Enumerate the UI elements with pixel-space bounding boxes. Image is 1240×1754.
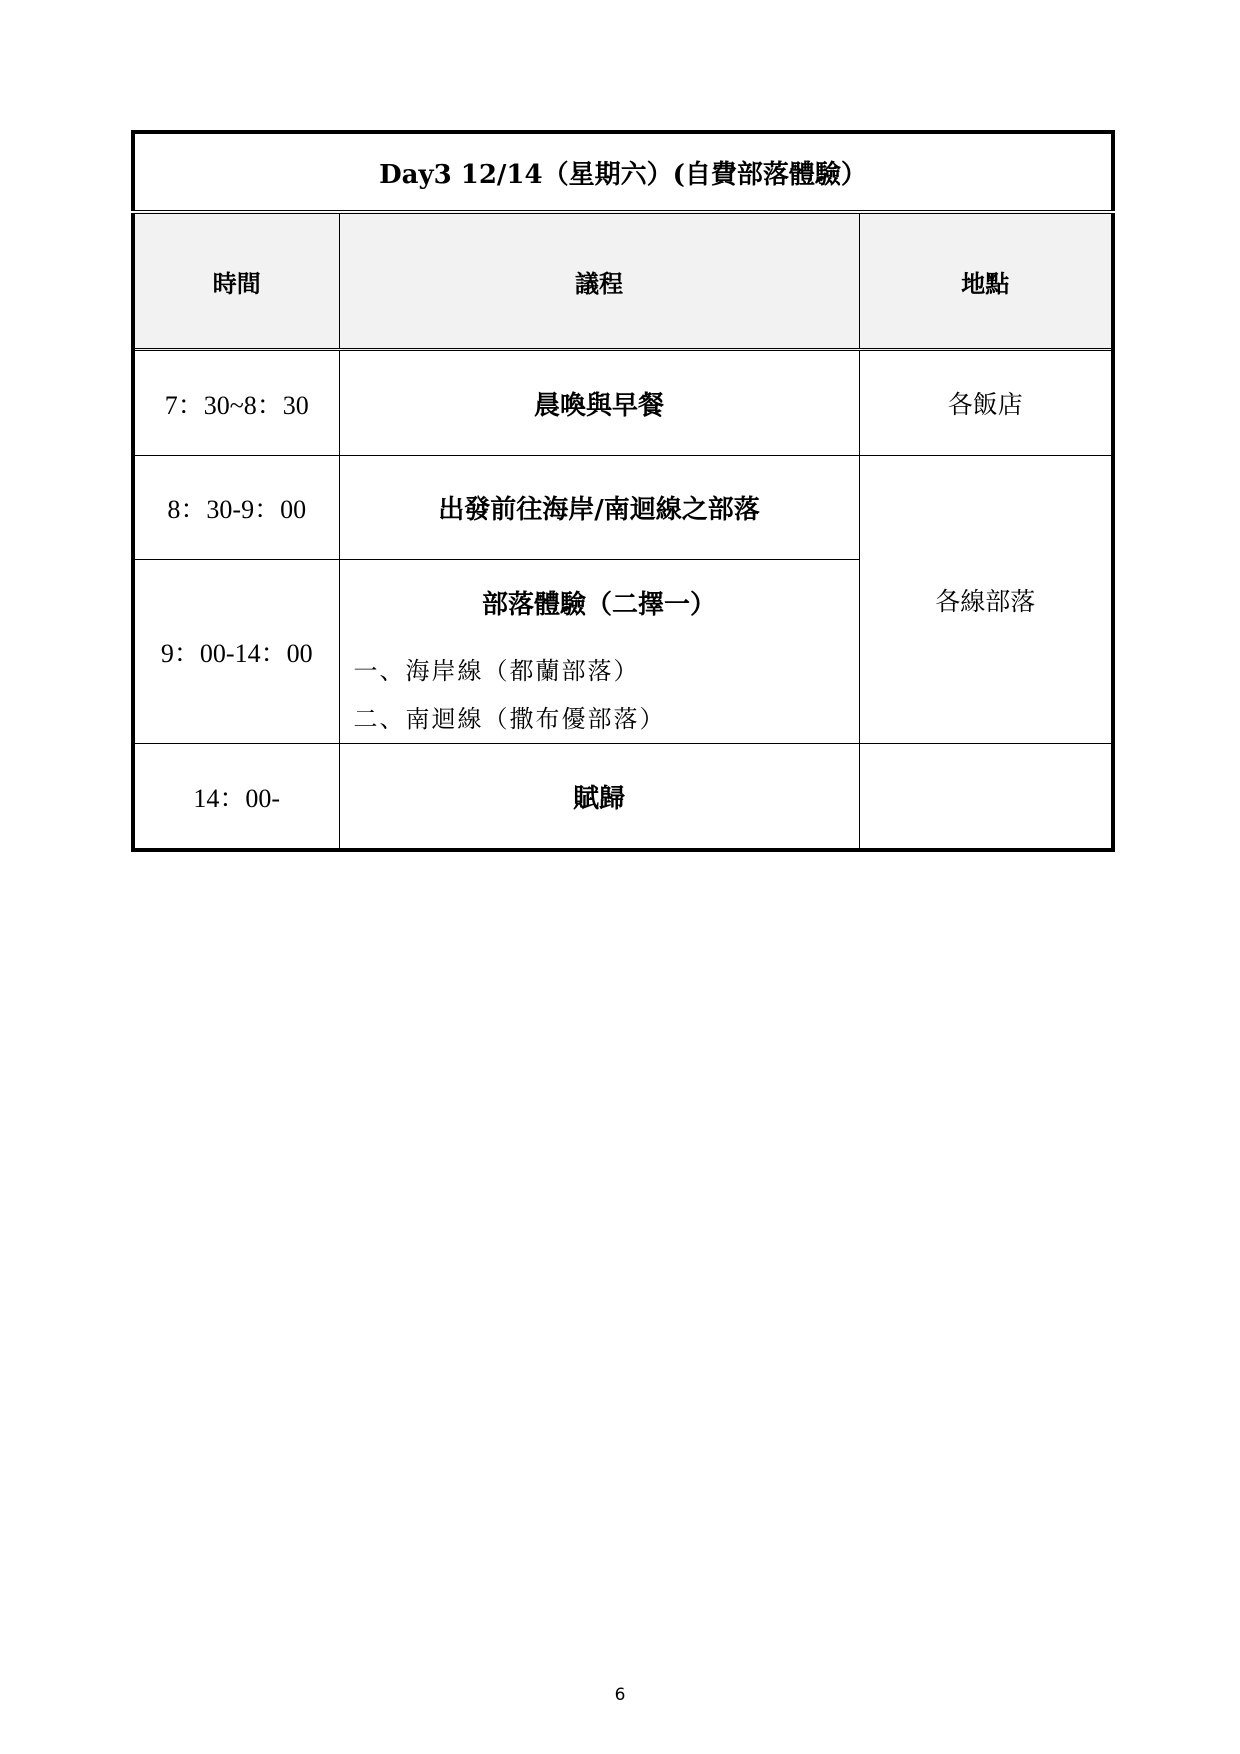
time-cell: 9：00-14：00	[133, 560, 339, 744]
option-item: 一、海岸線（都蘭部落）	[353, 657, 640, 685]
agenda-title: 部落體驗（二擇一）	[481, 590, 716, 620]
agenda-table	[131, 130, 1115, 852]
header-agenda: 議程	[339, 212, 859, 350]
page-number: 6	[614, 1685, 626, 1705]
header-location: 地點	[859, 212, 1113, 350]
location-cell: 各飯店	[859, 350, 1113, 456]
agenda-cell: 晨喚與早餐	[339, 350, 859, 456]
agenda-cell: 賦歸	[339, 744, 859, 851]
time-cell: 7：30~8：30	[133, 350, 339, 456]
time-cell: 8：30-9：00	[133, 456, 339, 560]
location-cell	[859, 744, 1113, 851]
option-item: 二、南迴線（撒布優部落）	[353, 705, 666, 733]
table-row	[133, 350, 1113, 456]
location-cell: 各線部落	[859, 456, 1113, 744]
time-cell: 14：00-	[133, 744, 339, 851]
header-time: 時間	[133, 212, 339, 350]
agenda-cell: 出發前往海岸/南迴線之部落	[339, 456, 859, 560]
agenda-cell	[339, 560, 859, 744]
table-title: Day3 12/14（星期六）(自費部落體驗）	[133, 132, 1113, 212]
table-row	[133, 456, 1113, 560]
table-row	[133, 744, 1113, 851]
